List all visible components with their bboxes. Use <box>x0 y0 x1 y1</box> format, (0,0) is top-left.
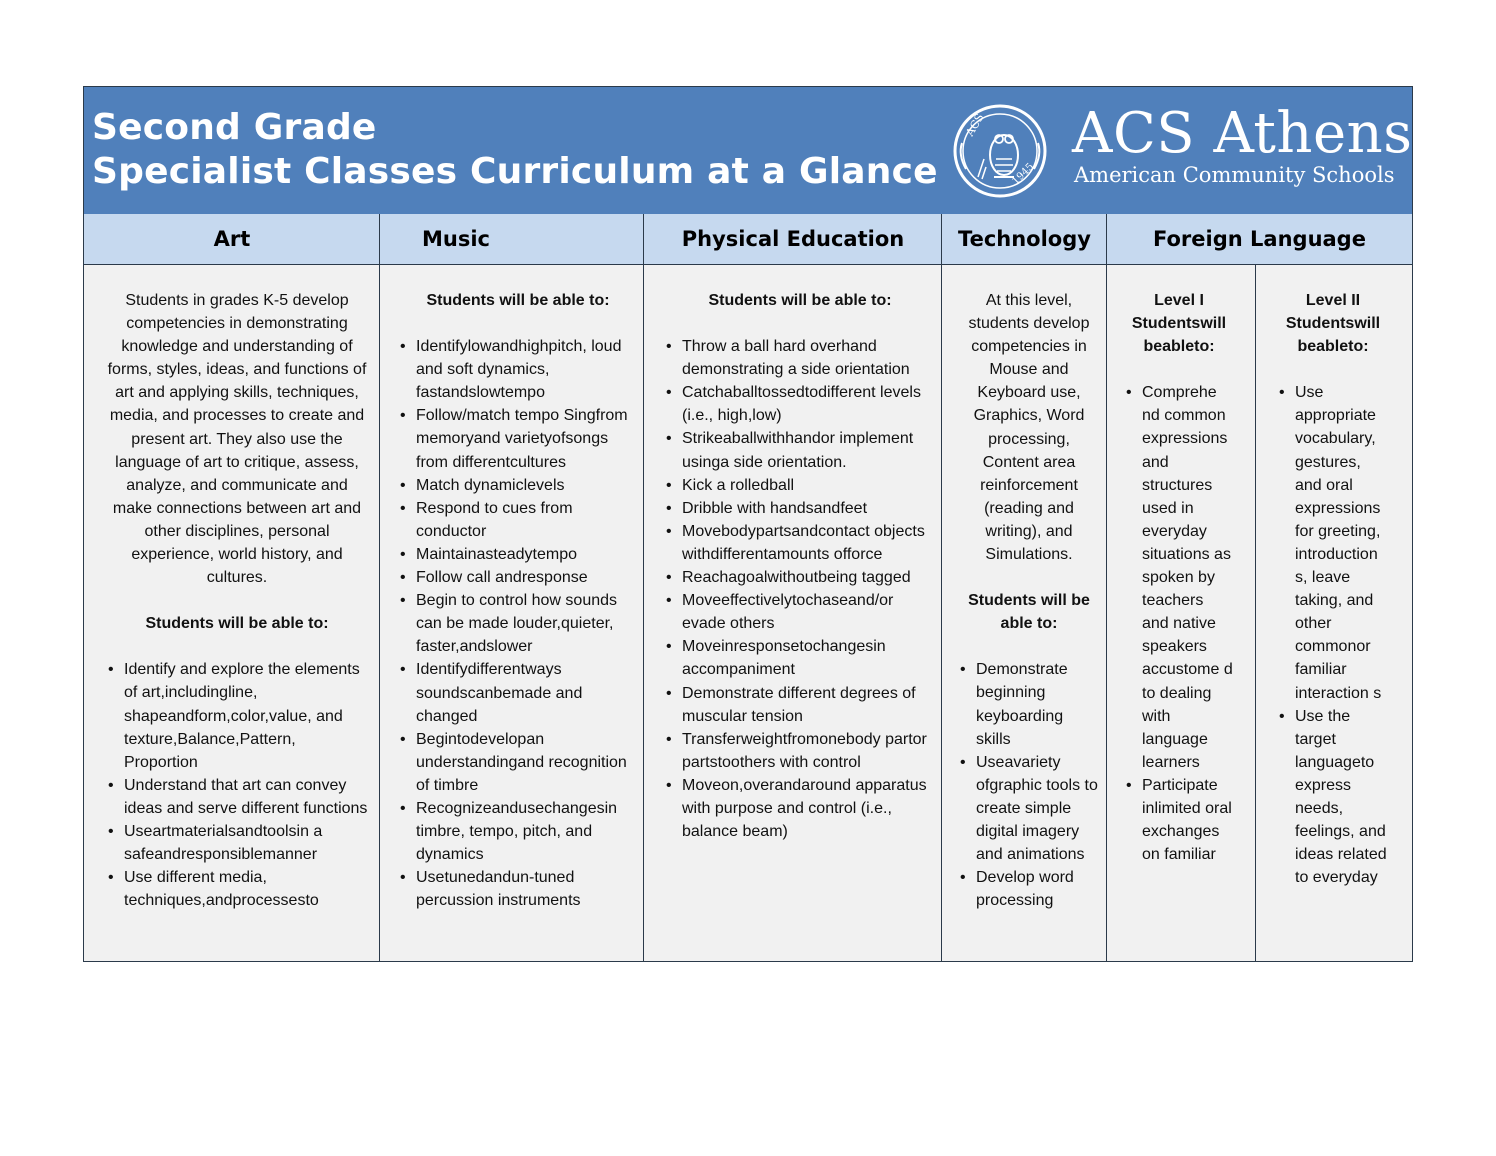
list-item: • Begin to control how sounds can be made louder,quieter, faster,andslower <box>398 589 638 658</box>
list-item: • Develop word processing <box>958 866 1100 912</box>
fl-level2-list <box>1277 381 1389 889</box>
pe-column <box>664 265 936 961</box>
list-item: • Use different media, techniques,andprocessesto <box>106 866 368 912</box>
list-item: • Match dynamiclevels <box>398 474 638 497</box>
list-item: • Demonstrate beginning keyboarding skills <box>958 658 1100 750</box>
list-item: • Comprehe nd common expressions and structures used in everyday situations as spoken by teachers and native speakers accustome d to dealing with language learners <box>1124 381 1234 774</box>
fl-level1-able: Studentswill beableto: <box>1131 315 1227 356</box>
tech-intro: At this level, students develop competencies in Mouse and Keyboard use, Graphics, Word processing, Content area reinforcement (reading and writing), and Simulations. <box>968 292 1090 564</box>
curriculum-sheet <box>83 86 1413 962</box>
list-item: • Throw a ball hard overhand demonstrating a side orientation <box>664 335 936 381</box>
fl-level2-column <box>1277 265 1389 961</box>
list-item: • Identifylowandhighpitch, loud and soft dynamics, fastandslowtempo <box>398 335 638 404</box>
music-list <box>398 335 638 912</box>
owl-seal-icon <box>948 103 1052 199</box>
svg-text:1945: 1945 <box>1010 161 1037 188</box>
technology-column <box>958 265 1100 961</box>
fl-level2-able: Studentswill beableto: <box>1285 315 1381 356</box>
heading-art: Art <box>213 227 251 251</box>
list-item: • Dribble with handsandfeet <box>664 497 936 520</box>
heading-pe: Physical Education <box>681 227 905 251</box>
pe-list <box>664 335 936 843</box>
list-item: • Strikeaballwithhandor implement usinga side orientation. <box>664 427 936 473</box>
list-item: • Useavariety ofgraphic tools to create simple digital imagery and animations <box>958 751 1100 866</box>
divider <box>379 214 380 961</box>
list-item: • Transferweightfromonebody partor partstoothers with control <box>664 728 936 774</box>
music-able-heading: Students will be able to: <box>426 292 610 309</box>
fl-level1-list <box>1124 381 1234 866</box>
list-item: • Reachagoalwithoutbeing tagged <box>664 566 936 589</box>
list-item: • Participate inlimited oral exchanges on familiar <box>1124 774 1234 866</box>
list-item: • Use the target languageto express needs, feelings, and ideas related to everyday <box>1277 705 1389 890</box>
fl-level1-column <box>1124 265 1234 961</box>
fl-level2-heading: Level II <box>1305 292 1361 309</box>
subject-header-row <box>84 214 1412 265</box>
list-item: • Respond to cues from conductor <box>398 497 638 543</box>
title-line-1: Second Grade <box>92 107 377 148</box>
heading-technology: Technology <box>958 227 1091 251</box>
divider <box>1255 265 1256 961</box>
list-item: • Moveon,overandaround apparatus with purpose and control (i.e., balance beam) <box>664 774 936 843</box>
heading-foreign-language: Foreign Language <box>1153 227 1366 251</box>
art-able-heading: Students will be able to: <box>145 615 329 633</box>
list-item: • Understand that art can convey ideas and serve different functions <box>106 774 368 820</box>
tech-able-heading: Students will be able to: <box>968 592 1090 633</box>
seal-text: ACS <box>963 111 987 139</box>
list-item: • Kick a rolledball <box>664 474 936 497</box>
list-item: • Catchaballtossedtodifferent levels (i.e., high,low) <box>664 381 936 427</box>
brand-name: ACS Athens <box>1072 101 1413 166</box>
list-item: • Recognizeandusechangesin timbre, tempo, pitch, and dynamics <box>398 797 638 866</box>
list-item: • Follow/match tempo Singfrom memoryand varietyofsongs from differentcultures <box>398 404 638 473</box>
list-item: • Moveinresponsetochangesin accompaniment <box>664 635 936 681</box>
divider <box>1106 214 1107 961</box>
tech-list <box>958 658 1100 912</box>
fl-level1-heading: Level I <box>1154 292 1204 309</box>
art-column <box>106 265 368 961</box>
title-line-2: Specialist Classes Curriculum at a Glance <box>92 151 938 192</box>
music-column <box>398 265 638 961</box>
list-item: • Follow call andresponse <box>398 566 638 589</box>
list-item: • Use appropriate vocabulary, gestures, and oral expressions for greeting, introduction s, leave taking, and other commonor familiar interaction s <box>1277 381 1389 704</box>
art-list <box>106 658 368 912</box>
pe-able-heading: Students will be able to: <box>708 292 892 309</box>
list-item: • Identify and explore the elements of art,includingline, shapeandform,color,value, and texture,Balance,Pattern, Proportion <box>106 658 368 773</box>
art-intro: Students in grades K-5 develop competencies in demonstrating knowledge and understanding of forms, styles, ideas, and functions of art and applying skills, techniques, media, and processes to create and present art. They also use the language of art to critique, assess, analyze, and communicate and make connections between art and other disciplines, personal experience, world history, and cultures. <box>107 292 367 587</box>
list-item: • Moveeffectivelytochaseand/or evade others <box>664 589 936 635</box>
heading-music: Music <box>422 227 490 251</box>
list-item: • Demonstrate different degrees of muscular tension <box>664 682 936 728</box>
list-item: • Usetunedandun-tuned percussion instruments <box>398 866 638 912</box>
list-item: • Identifydifferentways soundscanbemade and changed <box>398 658 638 727</box>
list-item: • Useartmaterialsandtoolsin a safeandresponsiblemanner <box>106 820 368 866</box>
divider <box>941 214 942 961</box>
list-item: • Movebodypartsandcontact objects withdifferentamounts offorce <box>664 520 936 566</box>
list-item: • Maintainasteadytempo <box>398 543 638 566</box>
title-banner <box>84 87 1412 215</box>
brand-subtitle: American Community Schools <box>1074 163 1395 187</box>
list-item: • Begintodevelopan understandingand recognition of timbre <box>398 728 638 797</box>
divider <box>643 214 644 961</box>
